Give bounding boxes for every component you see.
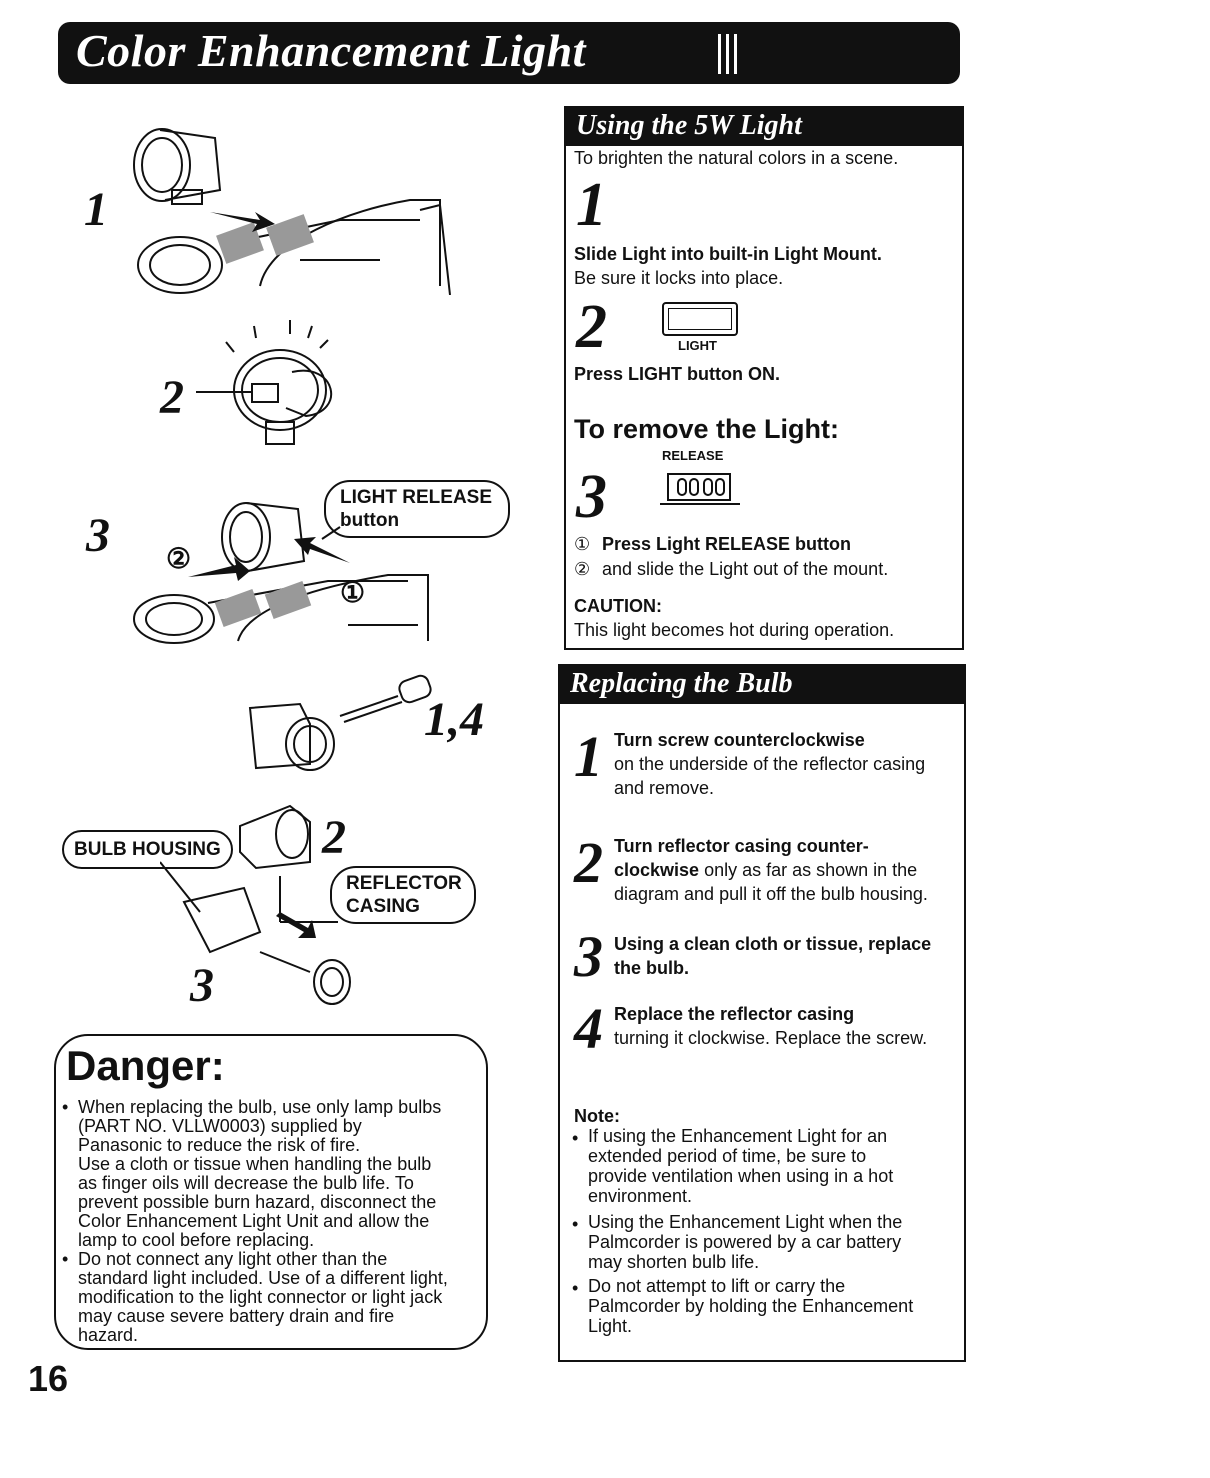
arrow-marker-2: ② (166, 544, 192, 575)
bulb-step-2-line (614, 858, 917, 882)
step-3-number: 3 (576, 463, 607, 531)
using-light-panel (564, 106, 964, 650)
danger-box (54, 1034, 488, 1350)
reflector-casing-callout (330, 866, 476, 924)
screwdriver-housing-illustration (240, 664, 440, 774)
danger-line: prevent possible burn hazard, disconnect the (78, 1192, 437, 1212)
note-label: Note: (574, 1106, 620, 1126)
danger-line: (PART NO. VLLW0003) supplied by (78, 1116, 362, 1136)
release-button-icon (656, 470, 746, 508)
danger-line: may cause severe battery drain and fire (78, 1306, 395, 1326)
danger-line: lamp to cool before replacing. (78, 1230, 315, 1250)
danger-line: as finger oils will decrease the bulb life. To (78, 1173, 414, 1193)
danger-bullet-2 (78, 1250, 448, 1345)
step-3-item-1-marker: ① (574, 534, 591, 554)
note-line: Palmcorder by holding the Enhancement (588, 1296, 914, 1316)
light-button-label: LIGHT (678, 338, 717, 353)
note-line: may shorten bulb life. (588, 1252, 760, 1272)
step-3-item-2: and slide the Light out of the mount. (602, 559, 889, 579)
banner-stripe (726, 34, 729, 74)
illustration-step-1-label: 1 (84, 183, 108, 236)
banner-stripe (734, 34, 737, 74)
note-bullet: • (572, 1128, 579, 1148)
note-text (588, 1276, 913, 1336)
note-line: provide ventilation when using in a hot (588, 1166, 894, 1186)
note-bullet: • (572, 1278, 579, 1298)
illustration-step-3-label: 3 (86, 509, 110, 562)
light-button-icon (662, 302, 738, 336)
danger-line: standard light included. Use of a different light, (78, 1268, 448, 1288)
bulb-step-1-number: 1 (574, 724, 603, 789)
panel-header (560, 666, 964, 704)
panel-header (566, 108, 962, 146)
camcorder-remove-light-illustration (118, 495, 458, 645)
step-1-text: Be sure it locks into place. (574, 268, 784, 288)
danger-line: hazard. (78, 1325, 139, 1345)
danger-bullet-1 (78, 1098, 441, 1250)
step-1-title: Slide Light into built-in Light Mount. (574, 244, 882, 264)
page-number: 16 (28, 1358, 69, 1399)
danger-line: When replacing the bulb, use only lamp bulbs (78, 1097, 442, 1117)
danger-line: modification to the light connector or light jack (78, 1287, 443, 1307)
bulb-step-4-title: Replace the reflector casing (614, 1004, 855, 1024)
using-light-heading: Using the 5W Light (576, 110, 802, 141)
danger-line: Panasonic to reduce the risk of fire. (78, 1135, 361, 1155)
callout-line: CASING (346, 896, 420, 917)
bulb-step-2-rest: only as far as shown in the (699, 860, 918, 880)
bulb-step-4-line: turning it clockwise. Replace the screw. (614, 1028, 928, 1048)
bulb-step-4-number: 4 (574, 996, 603, 1061)
danger-line: Use a cloth or tissue when handling the bulb (78, 1154, 432, 1174)
step-1-number: 1 (576, 171, 607, 239)
step-2-title: Press LIGHT button ON. (574, 364, 781, 384)
note-line: Using the Enhancement Light when the (588, 1212, 903, 1232)
step-3-item-2-marker: ② (574, 559, 591, 579)
arrow-marker-1: ① (340, 578, 366, 609)
light-button-press-illustration (196, 312, 356, 452)
bulb-step-3-label: 3 (190, 959, 214, 1012)
danger-title: Danger: (66, 1042, 225, 1089)
note-text (588, 1126, 893, 1206)
bulb-step-2-label: 2 (322, 811, 346, 864)
replacing-bulb-panel (558, 664, 966, 1362)
banner-stripe (718, 34, 721, 74)
bulb-step-3-number: 3 (574, 924, 603, 989)
title-banner (58, 22, 960, 84)
note-line: environment. (588, 1186, 693, 1206)
danger-bullet: • (62, 1249, 69, 1269)
bulb-step-1-line: on the underside of the reflector casing (614, 754, 926, 774)
release-label: RELEASE (662, 448, 724, 463)
bulb-step-2-number: 2 (574, 830, 603, 895)
callout-line: LIGHT RELEASE (340, 487, 493, 508)
bulb-step-1-title: Turn screw counterclockwise (614, 730, 865, 750)
danger-bullet: • (62, 1097, 69, 1117)
camcorder-mount-light-illustration (120, 120, 470, 295)
danger-line: Do not connect any light other than the (78, 1249, 388, 1269)
remove-heading: To remove the Light: (574, 414, 840, 444)
caution-label: CAUTION: (574, 596, 662, 616)
note-line: Palmcorder is powered by a car battery (588, 1232, 902, 1252)
note-line: extended period of time, be sure to (588, 1146, 867, 1166)
bulb-step-3-line: the bulb. (614, 958, 689, 978)
bulb-step-2-line: diagram and pull it off the bulb housing. (614, 884, 928, 904)
bulb-step-2-title: Turn reflector casing counter- (614, 836, 869, 856)
danger-line: Color Enhancement Light Unit and allow the (78, 1211, 430, 1231)
note-bullet: • (572, 1214, 579, 1234)
callout-line: button (340, 510, 400, 531)
replacing-bulb-heading: Replacing the Bulb (570, 668, 793, 699)
page-title: Color Enhancement Light (76, 25, 586, 76)
bulb-step-3-title: Using a clean cloth or tissue, replace (614, 934, 932, 954)
note-line: If using the Enhancement Light for an (588, 1126, 888, 1146)
note-line: Do not attempt to lift or carry the (588, 1276, 846, 1296)
note-text (588, 1212, 902, 1272)
bulb-step-2-bold: clockwise (614, 860, 700, 880)
step-2-number: 2 (576, 293, 607, 361)
step-3-item-1: Press Light RELEASE button (602, 534, 852, 554)
note-line: Light. (588, 1316, 633, 1336)
bulb-housing-callout: BULB HOUSING (62, 830, 233, 869)
bulb-step-1-line: and remove. (614, 778, 715, 798)
bulb-step-1-4-label: 1,4 (424, 693, 484, 746)
illustration-step-2-label: 2 (160, 371, 184, 424)
intro-text: To brighten the natural colors in a scene. (574, 148, 899, 168)
caution-text: This light becomes hot during operation. (574, 620, 895, 640)
callout-line: REFLECTOR (346, 873, 462, 894)
